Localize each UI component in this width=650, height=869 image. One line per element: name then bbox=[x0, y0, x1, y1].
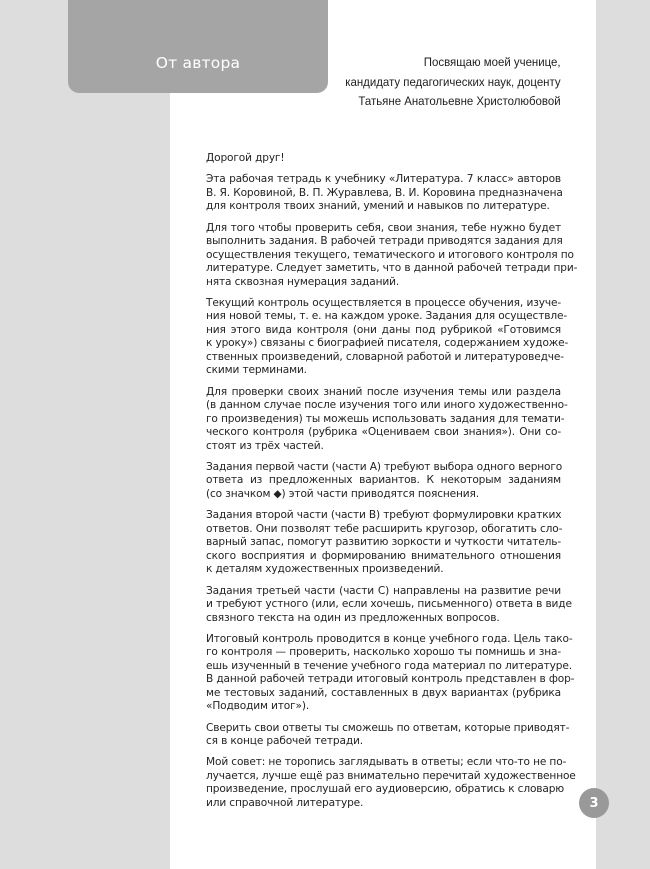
paragraph bbox=[206, 461, 561, 502]
text-line: ме тестовых заданий, составленных в двух вариантах (рубрика bbox=[206, 686, 561, 699]
paragraph bbox=[206, 173, 561, 214]
text-line: ского восприятия и формированию внимательного отношения bbox=[206, 549, 561, 562]
dedication bbox=[346, 53, 561, 112]
paragraph bbox=[206, 756, 576, 810]
text-line: варный запас, помогут развитию зоркости и чуткости читатель- bbox=[206, 536, 561, 549]
text-line: ческого контроля (рубрика «Оцениваем свои знания»). Они со- bbox=[206, 426, 561, 439]
paragraph bbox=[206, 296, 569, 378]
paragraph bbox=[206, 509, 561, 577]
paragraph bbox=[206, 221, 578, 290]
paragraph bbox=[206, 385, 568, 454]
text-line: го произведения) ты можешь использовать задания для темати- bbox=[206, 412, 565, 425]
text-line: ственных произведений, словарной работой и литературоведче- bbox=[206, 350, 564, 363]
section-title: От автора bbox=[155, 54, 241, 72]
paragraph bbox=[206, 584, 572, 626]
text-line: Задания третьей части (части С) направлены на развитие речи bbox=[206, 584, 561, 597]
body-text bbox=[206, 152, 578, 818]
text-line: (в данном случае после изучения того или иного художественно- bbox=[206, 399, 568, 412]
text-line: произведение, прослушай его аудиоверсию, обратись к словарю bbox=[206, 783, 565, 796]
text-line: Для того чтобы проверить себя, свои знания, тебе нужно будет bbox=[206, 221, 561, 234]
text-line: го контроля — проверить, насколько хорошо ты помнишь и зна- bbox=[206, 646, 561, 659]
text-line: лучается, лучше ещё раз внимательно перечитай художественное bbox=[206, 769, 576, 782]
text-line: связного текста на один из предложенных вопросов. bbox=[206, 611, 500, 624]
section-header-box bbox=[68, 0, 328, 93]
text-line: ся в конце рабочей тетради. bbox=[206, 735, 363, 748]
text-line: к уроку») связаны с биографией писателя, содержанием художе- bbox=[206, 337, 569, 350]
text-line: Задания второй части (части В) требуют формулировки кратких bbox=[206, 509, 562, 522]
text-line: скими терминами. bbox=[206, 364, 307, 377]
left-margin bbox=[0, 0, 170, 869]
text-line: Итоговый контроль проводится в конце учебного года. Цель тако- bbox=[206, 632, 573, 645]
dedication-line: Татьяне Анатольевне Христолюбовой bbox=[358, 94, 561, 108]
text-line: В. Я. Коровиной, В. П. Журавлева, В. И. Коровина предназначена bbox=[206, 186, 563, 199]
text-line: Текущий контроль осуществляется в процессе обучения, изуче- bbox=[206, 296, 561, 309]
text-line: и требуют устного (или, если хочешь, письменного) ответа в виде bbox=[206, 598, 572, 611]
text-line: Для проверки своих знаний после изучения темы или раздела bbox=[206, 385, 561, 398]
text-line: «Подводим итог»). bbox=[206, 700, 310, 713]
text-line: Дорогой друг! bbox=[206, 152, 285, 164]
text-line: нята сквозная нумерация заданий. bbox=[206, 275, 400, 288]
page-number-badge bbox=[579, 788, 609, 818]
page-number: 3 bbox=[589, 795, 599, 811]
text-line: ешь изученный в течение учебного года материал по литературе. bbox=[206, 659, 572, 672]
right-margin bbox=[596, 0, 650, 869]
text-line: ния этого вида контроля (они даны под рубрикой «Готовимся bbox=[206, 323, 561, 336]
dedication-line: Посвящаю моей ученице, bbox=[424, 55, 561, 69]
text-line: стоят из трёх частей. bbox=[206, 439, 324, 452]
text-line: (со значком ◆) этой части приводятся пояснения. bbox=[206, 487, 479, 500]
text-line: Задания первой части (части А) требуют выбора одного верного bbox=[206, 460, 563, 473]
text-line: ния новой темы, т. е. на каждом уроке. Задания для осуществле- bbox=[206, 310, 567, 323]
text-line: Мой совет: не торопись заглядывать в ответы; если что-то не по- bbox=[206, 756, 567, 769]
text-line: ответа из предложенных вариантов. К некоторым заданиям bbox=[206, 474, 561, 487]
text-line: В данной рабочей тетради итоговый контроль представлен в фор- bbox=[206, 673, 575, 686]
paragraph bbox=[206, 721, 570, 749]
paragraph bbox=[206, 632, 575, 714]
text-line: Эта рабочая тетрадь к учебнику «Литература. 7 класс» авторов bbox=[206, 173, 561, 186]
text-line: или справочной литературе. bbox=[206, 796, 364, 809]
text-line: Сверить свои ответы ты сможешь по ответам, которые приводят- bbox=[206, 721, 570, 734]
text-line: ответов. Они позволят тебе расширить кругозор, обогатить сло- bbox=[206, 522, 563, 535]
text-line: для контроля твоих знаний, умений и навыков по литературе. bbox=[206, 200, 550, 213]
text-line: к деталям художественных произведений. bbox=[206, 563, 444, 576]
dedication-line: кандидату педагогических наук, доценту bbox=[345, 74, 561, 89]
text-line: литературе. Следует заметить, что в данной рабочей тетради при- bbox=[206, 262, 578, 275]
text-line: осуществления текущего, тематического и итогового контроля по bbox=[206, 248, 574, 261]
greeting bbox=[206, 152, 561, 166]
text-line: выполнить задания. В рабочей тетради приводятся задания для bbox=[206, 235, 563, 248]
